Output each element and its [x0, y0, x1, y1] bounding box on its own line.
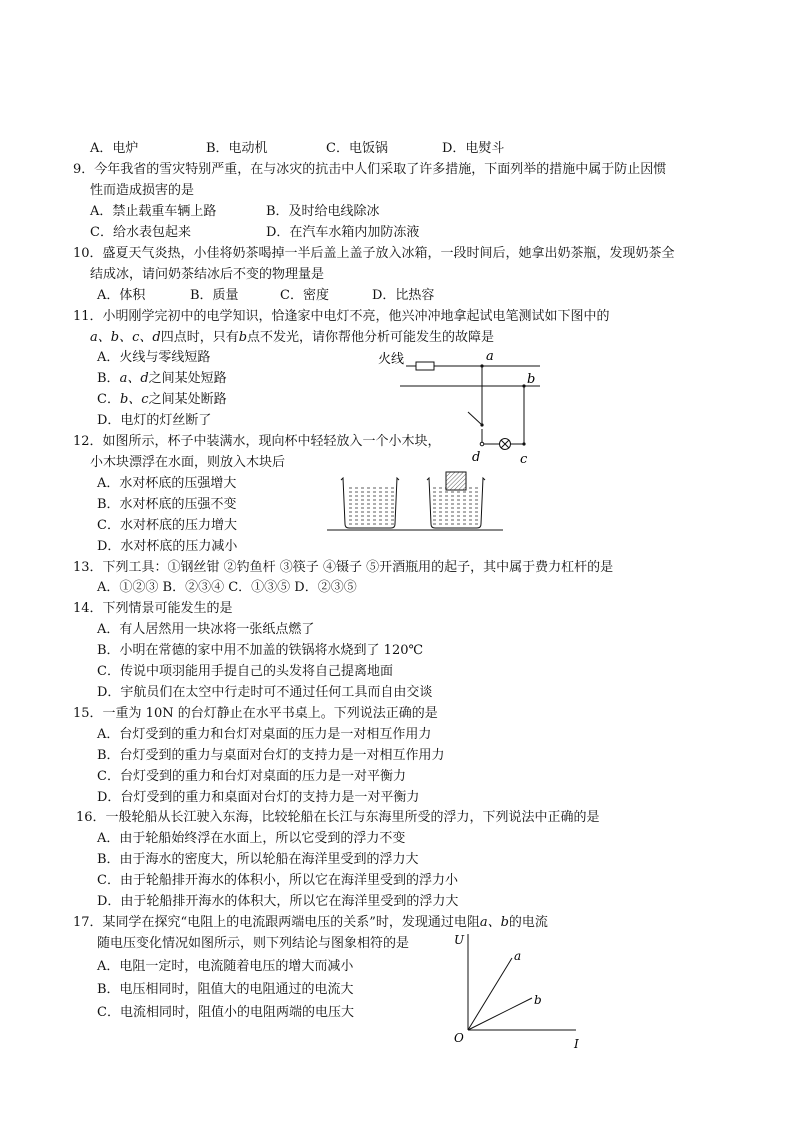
q17-stem-line2: 随电压变化情况如图所示，则下列结论与图象相符的是	[97, 936, 410, 951]
switch-pivot	[480, 423, 483, 426]
q14-option-b: B．小明在常德的家中用不加盖的铁锅将水烧到了 120℃	[97, 643, 424, 658]
q11-stem-line1: 11．小明刚学完初中的电学知识，恰逢家中电灯不亮，他兴冲冲地拿起试电笔测试如下图中的	[73, 309, 610, 324]
q9-stem-line1: 9．今年我省的雪灾特别严重，在与冰灾的抗击中人们采取了许多措施，下面列举的措施中属于防止因惯	[73, 162, 667, 177]
i-axis-label: I	[574, 1037, 579, 1051]
q17-stem-line1: 17．某同学在探究“电阻上的电流跟两端电压的关系”时，发现通过电阻a、b的电流	[73, 915, 548, 930]
origin-label: O	[454, 1031, 464, 1045]
q9-option-d: D．在汽车水箱内加防冻液	[266, 225, 420, 240]
q15-option-c: C．台灯受到的重力和台灯对桌面的压力是一对平衡力	[97, 769, 406, 784]
q10-option-a: A．体积	[97, 288, 146, 303]
cup-left-water	[346, 486, 394, 526]
q9-option-b: B．及时给电线除冰	[266, 204, 380, 219]
q16-option-b: B．由于海水的密度大，所以轮船在海洋里受到的浮力大	[97, 852, 419, 867]
q12-cups-diagram	[325, 466, 505, 536]
cup-right-water	[432, 486, 480, 526]
q11-option-c: C．b、c之间某处断路	[97, 392, 227, 407]
q10-stem-line1: 10．盛夏天气炎热，小佳将奶茶喝掉一半后盖上盖子放入冰箱，一段时间后，她拿出奶茶瓶，发现奶茶全	[73, 246, 675, 261]
q12-option-d: D．水对杯底的压力减小	[97, 539, 238, 554]
q14-option-a: A．有人居然用一块冰将一张纸点燃了	[97, 622, 315, 637]
q11-stem-line2: a、b、c、d四点时，只有b点不发光，请你帮他分析可能发生的故障是	[90, 330, 495, 345]
q12-stem-line1: 12．如图所示，杯子中装满水，现向杯中轻轻放入一个小木块，	[73, 434, 441, 449]
live-wire-label: 火线	[378, 352, 405, 367]
point-a-label: a	[486, 349, 494, 364]
q16-option-a: A．由于轮船始终浮在水面上，所以它受到的浮力不变	[97, 831, 406, 846]
q16-stem: 16．一般轮船从长江驶入东海，比较轮船在长江与东海里所受的浮力，下列说法中正确的是	[76, 810, 600, 825]
point-c-label: c	[520, 452, 528, 467]
q12-option-a: A．水对杯底的压强增大	[97, 476, 237, 491]
line-b-label: b	[534, 993, 542, 1007]
q10-option-d: D．比热容	[372, 288, 435, 303]
q9-stem-line2: 性而造成损害的是	[90, 183, 195, 198]
q12-option-c: C．水对杯底的压力增大	[97, 518, 237, 533]
q16-option-d: D．由于轮船排开海水的体积大，所以它在海洋里受到的浮力大	[97, 894, 459, 909]
q17-ui-graph	[450, 928, 590, 1050]
q10-stem-line2: 结成冰，请问奶茶结冰后不变的物理量是	[90, 267, 325, 282]
q16-option-c: C．由于轮船排开海水的体积小，所以它在海洋里受到的浮力小	[97, 873, 458, 888]
q17-option-c: C．电流相同时，阻值小的电阻两端的电压大	[97, 1005, 354, 1020]
q9-option-a: A．禁止载重车辆上路	[90, 204, 217, 219]
q8-option-a: A．电炉	[90, 141, 139, 156]
q11-option-b: B．a、d之间某处短路	[97, 371, 227, 386]
point-d-label: d	[472, 450, 481, 465]
q12-stem-line2: 小木块漂浮在水面，则放入木块后	[90, 455, 286, 470]
q12-option-b: B．水对杯底的压强不变	[97, 497, 237, 512]
q14-stem: 14．下列情景可能发生的是	[73, 601, 233, 616]
q15-stem: 15．一重为 10N 的台灯静止在水平书桌上。下列说法正确的是	[73, 706, 438, 721]
q9-option-c: C．给水表包起来	[90, 225, 191, 240]
point-d-terminal	[480, 442, 484, 446]
q15-option-d: D．台灯受到的重力和桌面对台灯的支持力是一对平衡力	[97, 790, 420, 805]
q11-option-a: A．火线与零线短路	[97, 350, 211, 365]
line-a-label: a	[514, 949, 522, 963]
q15-option-b: B．台灯受到的重力与桌面对台灯的支持力是一对相互作用力	[97, 748, 445, 763]
q13-stem: 13．下列工具：①钢丝钳 ②钓鱼杆 ③筷子 ④镊子 ⑤开酒瓶用的起子，其中属于费力杠杆的是	[73, 560, 614, 575]
q11-option-d: D．电灯的灯丝断了	[97, 413, 212, 428]
q14-option-c: C．传说中项羽能用手提自己的头发将自己提离地面	[97, 664, 393, 679]
q17-option-b: B．电压相同时，阻值大的电阻通过的电流大	[97, 982, 354, 997]
point-b-dot	[522, 384, 525, 387]
q14-option-d: D．宇航员们在太空中行走时可不通过任何工具而自由交谈	[97, 685, 433, 700]
q17-option-a: A．电阻一定时，电流随着电压的增大而减小	[97, 959, 354, 974]
q8-option-b: B．电动机	[206, 141, 268, 156]
q10-option-c: C．密度	[280, 288, 329, 303]
q13-options: A．①②③ B．②③④ C．①③⑤ D．②③⑤	[97, 580, 357, 595]
q10-option-b: B．质量	[190, 288, 239, 303]
q8-option-d: D．电熨斗	[442, 141, 505, 156]
switch-icon	[468, 412, 482, 425]
u-axis-label: U	[454, 933, 465, 947]
q15-option-a: A．台灯受到的重力和台灯对桌面的压力是一对相互作用力	[97, 727, 432, 742]
q8-option-c: C．电饭锅	[326, 141, 388, 156]
fuse-icon	[416, 362, 434, 370]
point-b-label: b	[527, 372, 536, 387]
